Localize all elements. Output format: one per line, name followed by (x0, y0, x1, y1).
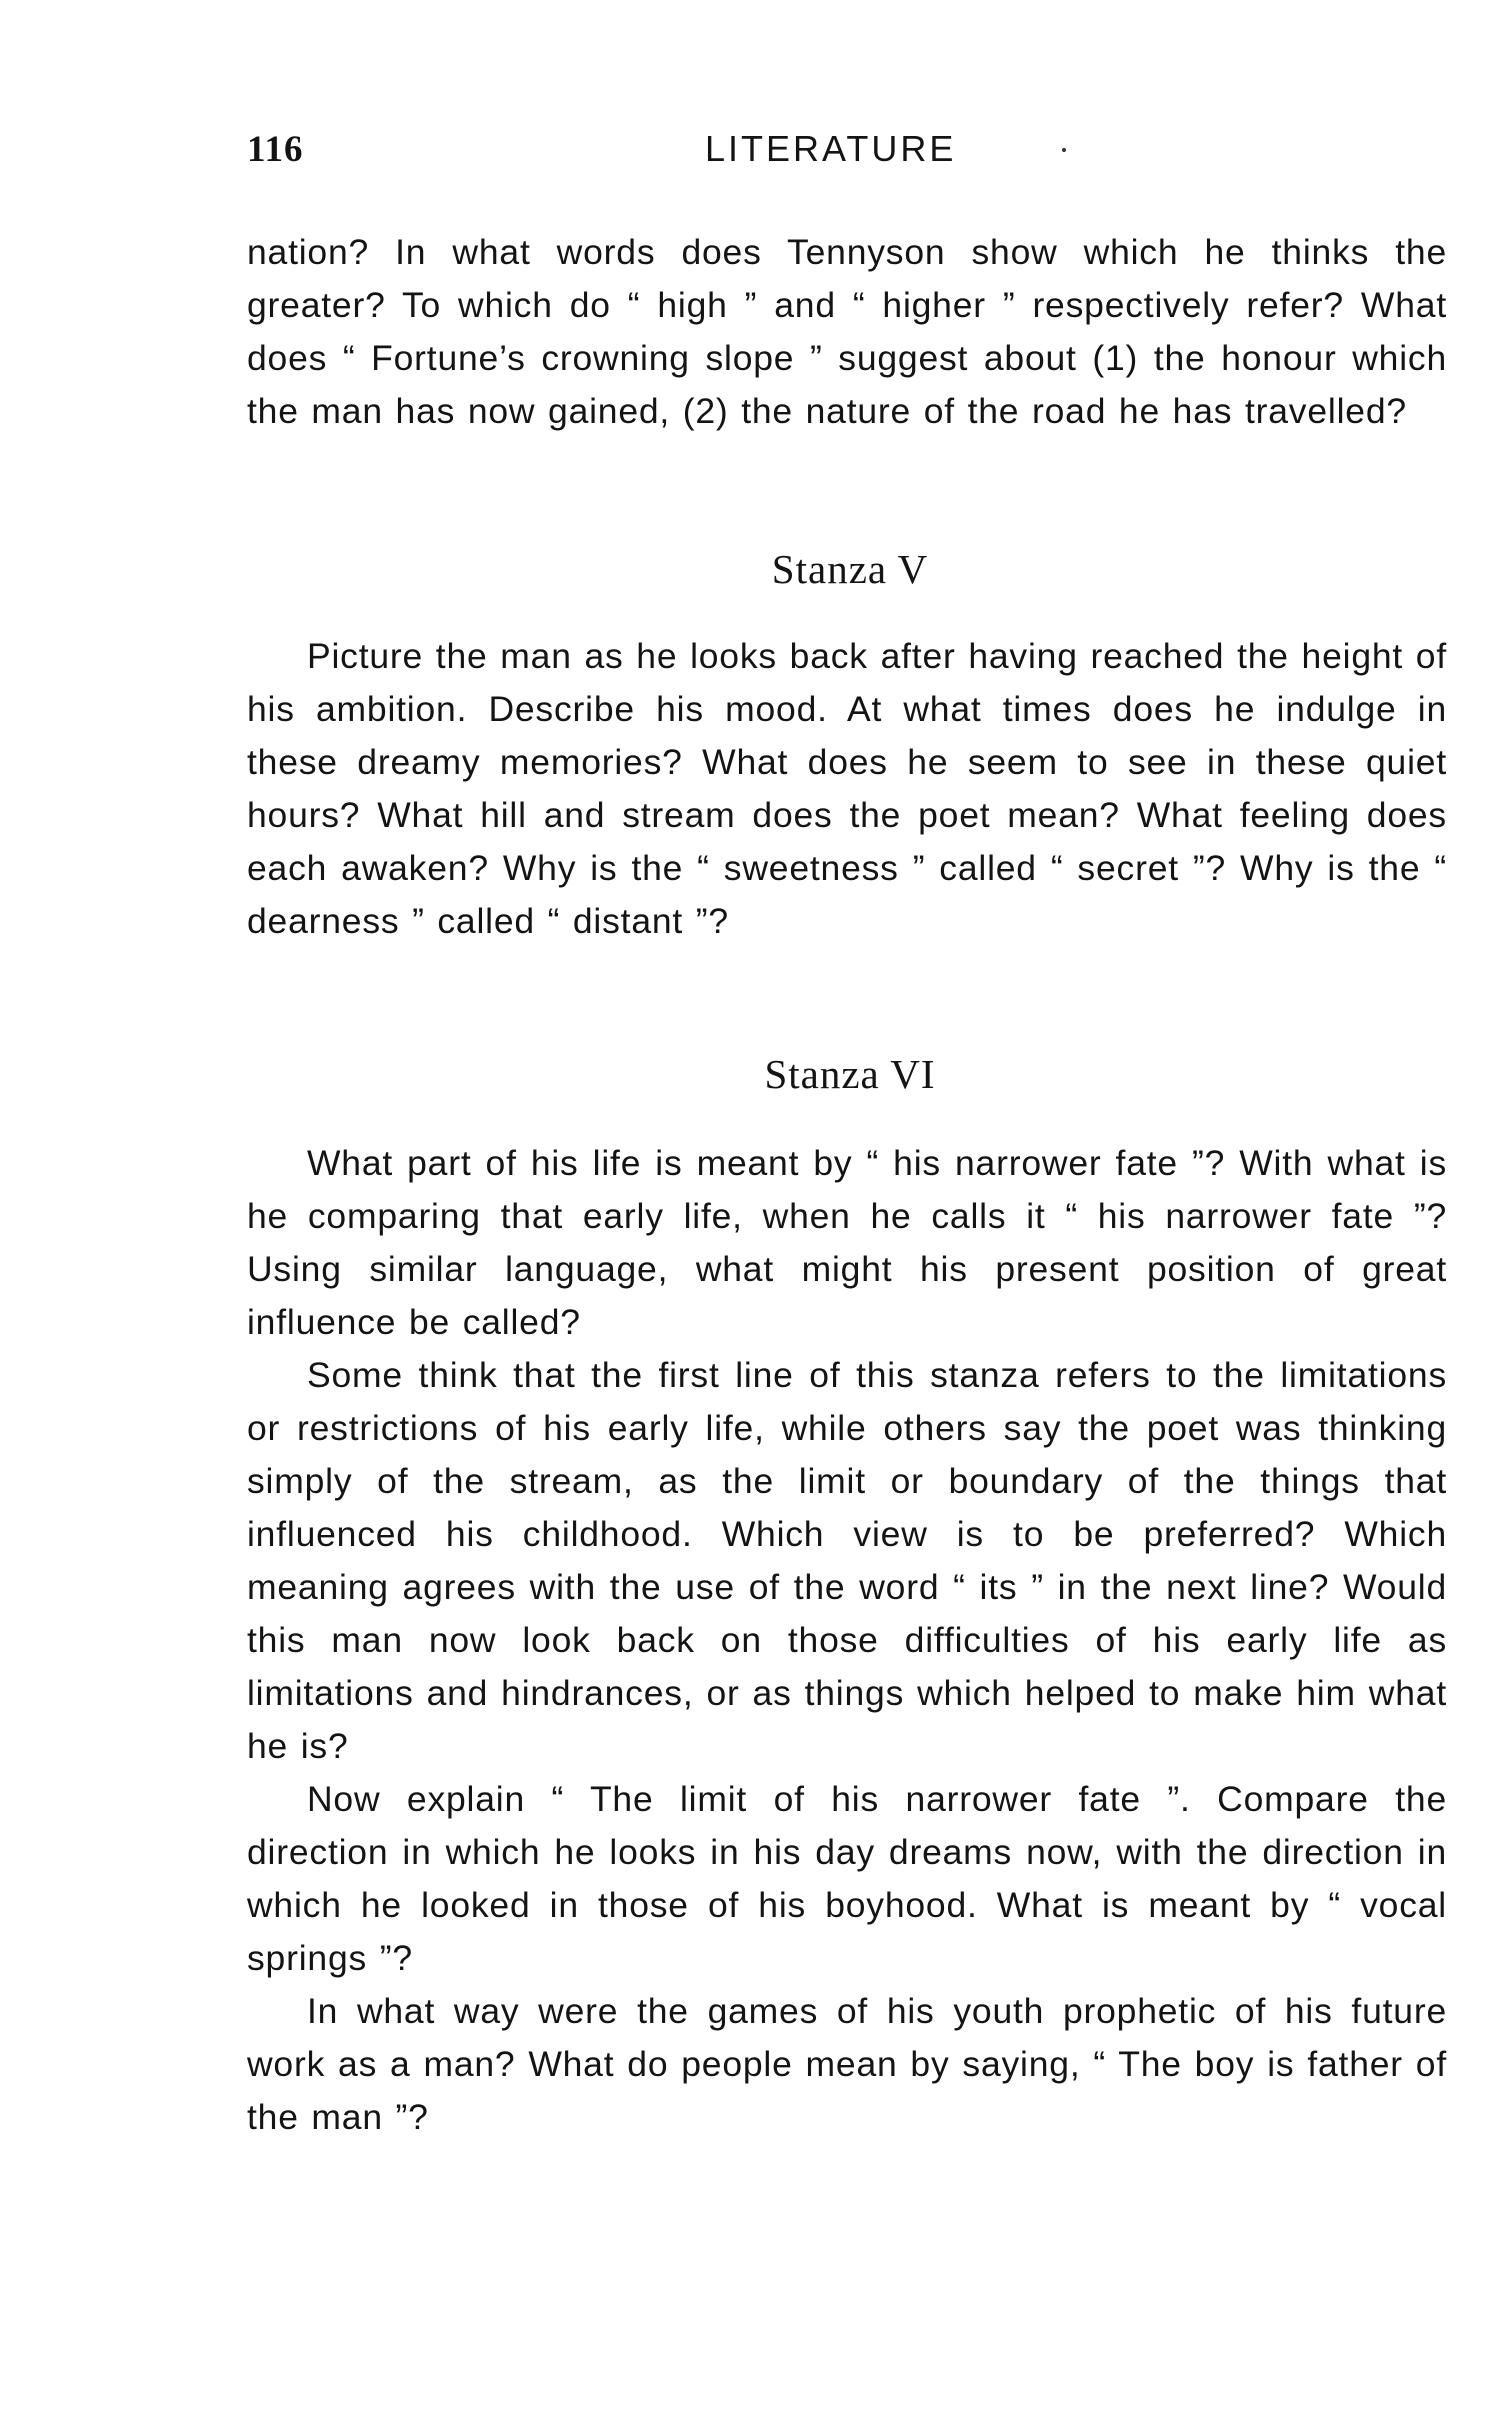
header-dot (1062, 148, 1066, 152)
stanza-vi-paragraph-2: Some think that the first line of this stanza refers to the limitations or restrictions of his early life, while others say the poet was thinking simply of the stream, as the limit or boundary of the things that influenced his childhood. Which view is to be preferred? Which meaning agrees with the use of the word “ its ” in the next line? Would this man now look back on those difficulties of his early life as limitations and hindrances, or as things which helped to make him what he is? (247, 1355, 1447, 1766)
intro-section (247, 226, 1447, 438)
intro-paragraph: nation? In what words does Tennyson show which he thinks the greater? To which do “ high ” and “ higher ” respectively refer? What does “ Fortune’s crowning slope ” suggest about (1) the honour which the man has now gained, (2) the nature of the road he has travelled? (247, 232, 1447, 431)
stanza-v-heading: Stanza V (771, 546, 929, 592)
page-number: 116 (247, 129, 304, 170)
stanza-vi-section (247, 1137, 1447, 2144)
stanza-vi-paragraph-4: In what way were the games of his youth prophetic of his future work as a man? What do people mean by saying, “ The boy is father of the man ”? (247, 1991, 1447, 2137)
stanza-vi-heading: Stanza VI (764, 1051, 936, 1097)
stanza-vi-paragraph-1: What part of his life is meant by “ his narrower fate ”? With what is he comparing that early life, when he calls it “ his narrower fate ”? Using similar language, what might his present position of great influence be called? (247, 1143, 1447, 1342)
stanza-v-section (247, 630, 1447, 948)
stanza-v-paragraph: Picture the man as he looks back after having reached the height of his ambition. Describe his mood. At what times does he indulge in these dreamy memories? What does he seem to see in these quiet hours? What hill and stream does the poet mean? What feeling does each awaken? Why is the “ sweetness ” called “ secret ”? Why is the “ dearness ” called “ distant ”? (247, 636, 1447, 941)
running-head: LITERATURE (705, 128, 957, 169)
page-header (247, 128, 1447, 188)
stanza-vi-paragraph-3: Now explain “ The limit of his narrower fate ”. Compare the direction in which he looks in his day dreams now, with the direction in which he looked in those of his boyhood. What is meant by “ vocal springs ”? (247, 1779, 1447, 1978)
